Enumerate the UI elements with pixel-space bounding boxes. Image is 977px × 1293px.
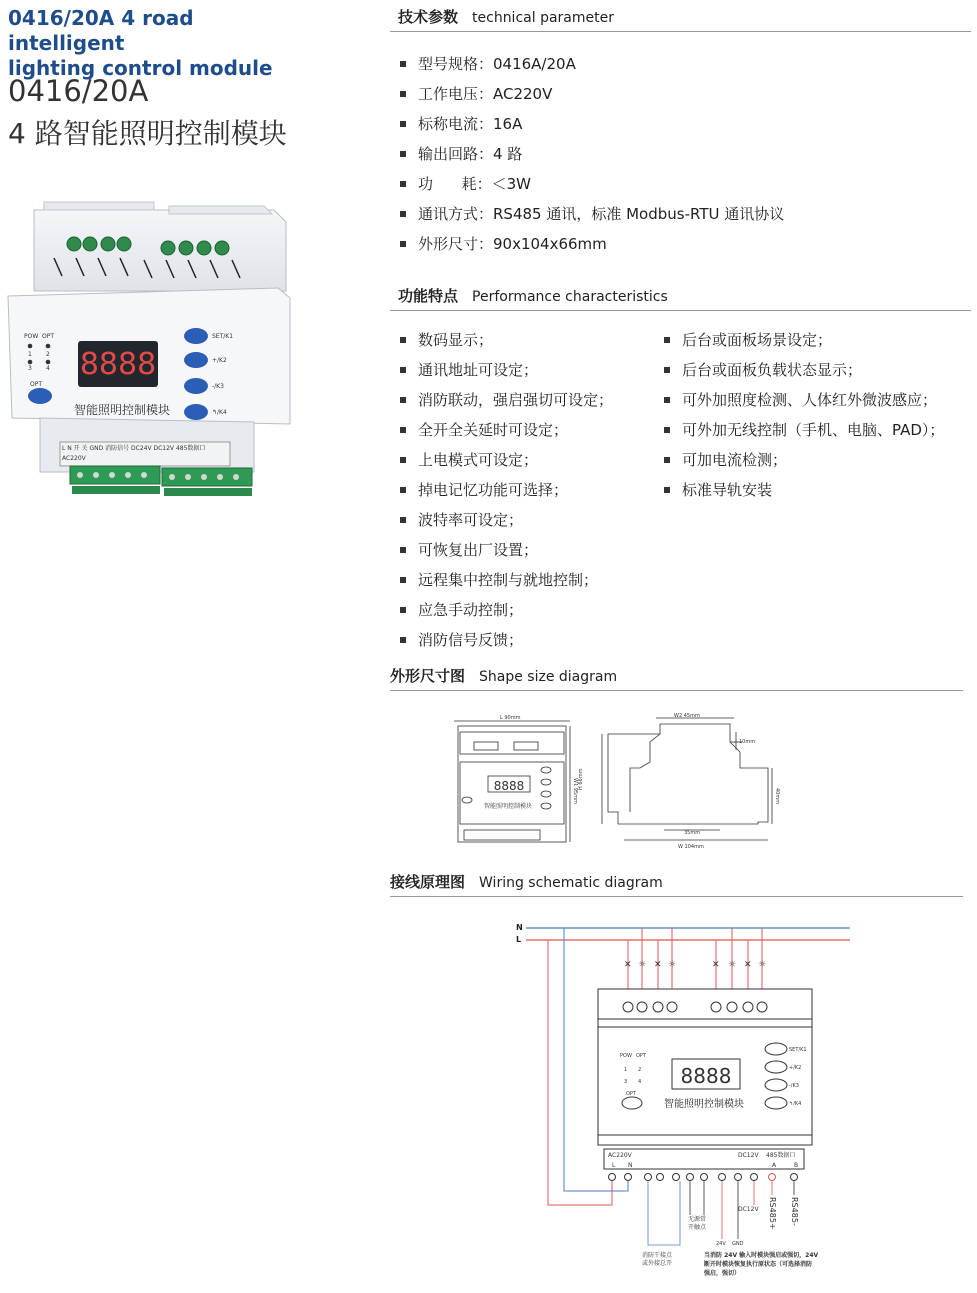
tech-divider <box>390 31 971 32</box>
tech-heading <box>398 6 614 27</box>
wiring-btn-k3: -/K3 <box>789 1083 799 1089</box>
svg-text:✕: ✕ <box>624 960 632 970</box>
shape-divider <box>390 690 963 691</box>
svg-text:OPT: OPT <box>30 381 43 388</box>
list-item: 可恢复出厂设置； <box>400 535 613 565</box>
dim-W: W 104mm <box>678 844 704 850</box>
list-item: 上电模式可设定； <box>400 445 613 475</box>
list-item: 后台或面板场景设定； <box>664 325 944 355</box>
list-item: 功 耗：＜3W <box>400 169 784 199</box>
list-item: 可外加无线控制（手机、电脑、PAD）； <box>664 415 944 445</box>
shape-heading-en: Shape size diagram <box>479 669 618 685</box>
svg-text:☼: ☼ <box>668 960 677 970</box>
features-list-left <box>400 325 613 655</box>
dim-35: 35mm <box>684 830 701 836</box>
tech-heading-en: technical parameter <box>472 10 614 26</box>
list-item: 输出回路：4 路 <box>400 139 784 169</box>
list-item: 可外加照度检测、人体红外微波感应； <box>664 385 944 415</box>
list-item: 通讯地址可设定； <box>400 355 613 385</box>
svg-text:SET/K1: SET/K1 <box>212 333 234 340</box>
title-english <box>8 6 308 81</box>
device-label: 智能照明控制模块 <box>73 403 171 417</box>
wiring-term-n: N <box>628 1162 633 1169</box>
wiring-N: N <box>516 923 523 932</box>
svg-text:L N 开 关 GND 消防信号 DC24V DC1: L N 开 关 GND 消防信号 DC24V DC12V 485数据口 <box>62 445 206 452</box>
list-item: 波特率可设定； <box>400 505 613 535</box>
svg-text:3: 3 <box>28 365 32 372</box>
wiring-dc12v-note: DC12V <box>738 1206 759 1213</box>
wiring-diagram <box>500 915 870 1285</box>
front-label: 智能照明控制模块 <box>483 803 533 810</box>
list-item: 数码显示； <box>400 325 613 355</box>
svg-text:OPT: OPT <box>42 333 55 340</box>
svg-text:2: 2 <box>638 1067 642 1073</box>
dim-L: L 90mm <box>500 715 521 721</box>
wiring-heading-en: Wiring schematic diagram <box>479 875 663 891</box>
wiring-rs485m: RS485- <box>790 1197 799 1226</box>
wiring-gnd: GND <box>732 1241 744 1247</box>
list-item: 工作电压：AC220V <box>400 79 784 109</box>
device-display: 8888 <box>79 347 157 382</box>
wiring-heading <box>390 871 663 892</box>
features-heading-en: Performance characteristics <box>472 289 668 305</box>
wiring-L: L <box>516 935 522 944</box>
title-chinese: 4 路智能照明控制模块 <box>8 117 287 150</box>
wiring-fire1: 消防干接点 <box>642 1252 673 1259</box>
wiring-pow: POW <box>620 1053 632 1059</box>
list-item: 消防信号反馈； <box>400 625 613 655</box>
svg-text:3: 3 <box>624 1079 628 1085</box>
wiring-term-l: L <box>612 1162 616 1169</box>
svg-text:✕: ✕ <box>744 960 752 970</box>
list-item: 可加电流检测； <box>664 445 944 475</box>
wiring-btn-k4: ↰/K4 <box>789 1101 802 1107</box>
tech-list <box>400 49 784 259</box>
title-english-line1: 0416/20A 4 road intelligent <box>8 6 194 55</box>
list-item: 型号规格：0416A/20A <box>400 49 784 79</box>
wiring-term-a: A <box>772 1162 777 1169</box>
wiring-display: 8888 <box>680 1064 732 1088</box>
features-heading <box>398 285 668 306</box>
svg-text:✕: ✕ <box>654 960 662 970</box>
svg-text:☼: ☼ <box>758 960 767 970</box>
svg-text:-/K3: -/K3 <box>212 383 224 390</box>
wiring-485-label: 485数据口 <box>766 1152 796 1159</box>
wiring-opt-button-label: OPT <box>626 1091 637 1097</box>
svg-text:✕: ✕ <box>712 960 720 970</box>
list-item: 应急手动控制； <box>400 595 613 625</box>
svg-text:☼: ☼ <box>728 960 737 970</box>
list-item: 外形尺寸：90x104x66mm <box>400 229 784 259</box>
svg-text:+/K2: +/K2 <box>212 357 227 364</box>
shape-heading <box>390 665 617 686</box>
list-item: 通讯方式：RS485 通讯，标准 Modbus-RTU 通讯协议 <box>400 199 784 229</box>
dim-10: 10mm <box>739 739 756 745</box>
dim-40: 40mm <box>774 788 780 805</box>
wiring-divider <box>390 896 963 897</box>
dim-H: H 66mm <box>578 768 584 790</box>
list-item: 全开全关延时可设定； <box>400 415 613 445</box>
model-number: 0416/20A <box>8 74 149 108</box>
shape-heading-cn: 外形尺寸图 <box>390 667 466 685</box>
features-heading-cn: 功能特点 <box>398 287 459 305</box>
svg-text:AC220V: AC220V <box>62 455 86 462</box>
device-photo <box>4 196 304 512</box>
wiring-ac220: AC220V <box>608 1152 632 1159</box>
svg-text:1: 1 <box>624 1067 628 1073</box>
shape-diagram <box>450 712 780 852</box>
wiring-btn-k2: +/K2 <box>789 1065 802 1071</box>
svg-text:☼: ☼ <box>638 960 647 970</box>
features-divider <box>390 310 971 311</box>
list-item: 消防联动，强启强切可设定； <box>400 385 613 415</box>
features-list-right <box>664 325 944 505</box>
list-item: 后台或面板负载状态显示； <box>664 355 944 385</box>
wiring-24v: 24V <box>716 1241 726 1247</box>
dim-W1: W1 95mm <box>572 778 578 804</box>
front-display: 8888 <box>493 779 525 793</box>
wiring-dc12-label: DC12V <box>738 1152 759 1159</box>
wiring-nc2: 开触点 <box>688 1224 707 1231</box>
wiring-fire-note2: 断开时模块恢复执行原状态（可选择消防 <box>704 1261 813 1268</box>
wiring-heading-cn: 接线原理图 <box>390 873 466 891</box>
list-item: 标准导轨安装 <box>664 475 944 505</box>
list-item: 掉电记忆功能可选择； <box>400 475 613 505</box>
svg-text:↰/K4: ↰/K4 <box>212 409 227 416</box>
wiring-rs485p: RS485+ <box>768 1197 777 1230</box>
wiring-fire-note1: 当消防 24V 输入时模块强启或强切，24V <box>704 1252 819 1259</box>
svg-text:4: 4 <box>638 1079 642 1085</box>
list-item: 远程集中控制与就地控制； <box>400 565 613 595</box>
wiring-fire2: 或外接总开 <box>642 1260 673 1267</box>
list-item: 标称电流：16A <box>400 109 784 139</box>
wiring-btn-k1: SET/K1 <box>789 1047 807 1053</box>
wiring-nc1: 无源常 <box>688 1216 707 1223</box>
dim-W2: W2 45mm <box>674 713 700 719</box>
wiring-term-b: B <box>794 1162 799 1169</box>
tech-heading-cn: 技术参数 <box>398 8 459 26</box>
svg-text:2: 2 <box>46 351 50 358</box>
wiring-label: 智能照明控制模块 <box>664 1099 744 1110</box>
wiring-opt: OPT <box>636 1053 647 1059</box>
title-english-line2: lighting control module <box>8 56 273 80</box>
svg-text:4: 4 <box>46 365 50 372</box>
wiring-fire-note3: 强启，强切） <box>704 1270 741 1277</box>
svg-text:1: 1 <box>28 351 32 358</box>
svg-text:POW: POW <box>24 333 39 340</box>
